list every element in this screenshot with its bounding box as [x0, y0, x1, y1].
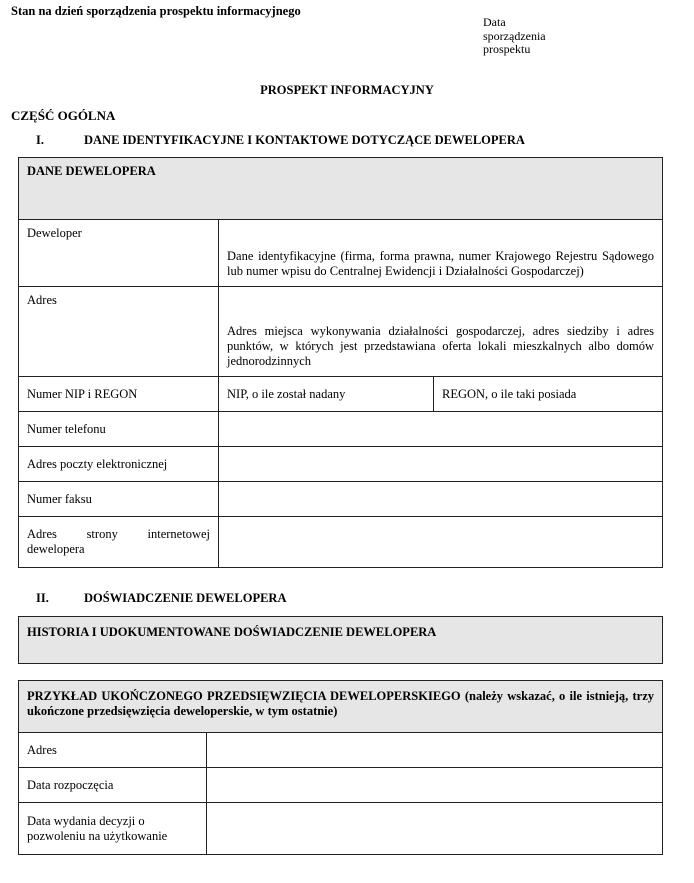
- developer-data-table: [18, 157, 663, 568]
- date-label-line: prospektu: [483, 42, 531, 56]
- address-field[interactable]: [219, 287, 663, 377]
- regon-hint: REGON, o ile taki posiada: [442, 386, 577, 401]
- website-label: Adres strony internetowej dewelopera: [19, 517, 219, 568]
- developer-data-header: DANE DEWELOPERA: [19, 158, 663, 220]
- status-line: Stan na dzień sporządzenia prospektu informacyjnego: [11, 4, 301, 18]
- date-label-line: sporządzenia: [483, 28, 546, 43]
- section-2-number: II.: [36, 591, 49, 605]
- example-project-header-note: (należy wskazać, o ile istnieją, trzy ukończone przedsięwzięcia deweloperskie, w tym ostatnie): [27, 689, 655, 718]
- part-title: CZĘŚĆ OGÓLNA: [11, 108, 116, 123]
- project-permit-date-field[interactable]: [207, 803, 663, 855]
- fax-field[interactable]: [219, 482, 663, 517]
- project-address-field[interactable]: [207, 733, 663, 768]
- address-hint: Adres miejsca wykonywania działalności gospodarczej, adres siedziby i adres punktów, w których jest przedstawiana oferta lokali mieszkalnych albo domów jednorodzinnych: [227, 324, 655, 368]
- date-label-line: Data: [483, 15, 506, 29]
- developer-field[interactable]: [219, 220, 663, 287]
- history-header: HISTORIA I UDOKUMENTOWANE DOŚWIADCZENIE DEWELOPERA: [19, 617, 663, 664]
- nip-regon-label: Numer NIP i REGON: [19, 377, 219, 412]
- nip-hint: NIP, o ile został nadany: [227, 386, 346, 401]
- section-1-title: DANE IDENTYFIKACYJNE I KONTAKTOWE DOTYCZĄCE DEWELOPERA: [84, 133, 525, 147]
- phone-field[interactable]: [219, 412, 663, 447]
- section-1-number: I.: [36, 133, 44, 147]
- section-2-title: DOŚWIADCZENIE DEWELOPERA: [84, 591, 287, 605]
- project-start-date-label: Data rozpoczęcia: [19, 768, 207, 803]
- example-project-header: [19, 681, 663, 733]
- developer-hint: Dane identyfikacyjne (firma, forma prawna, numer Krajowego Rejestru Sądowego lub numer wpisu do Centralnej Ewidencji i Działalności Gospodarczej): [227, 249, 655, 278]
- project-permit-date-label: Data wydania decyzji o pozwoleniu na użytkowanie: [19, 803, 207, 855]
- example-project-table: [18, 680, 663, 855]
- date-label: [483, 16, 546, 57]
- phone-label: Numer telefonu: [19, 412, 219, 447]
- fax-label: Numer faksu: [19, 482, 219, 517]
- project-start-date-field[interactable]: [207, 768, 663, 803]
- address-label: Adres: [19, 287, 219, 377]
- email-label: Adres poczty elektronicznej: [19, 447, 219, 482]
- example-project-header-title: PRZYKŁAD UKOŃCZONEGO PRZEDSIĘWZIĘCIA DEWELOPERSKIEGO: [27, 689, 461, 703]
- document-title: PROSPEKT INFORMACYJNY: [260, 83, 434, 97]
- regon-field[interactable]: [434, 377, 663, 412]
- developer-label: Deweloper: [19, 220, 219, 287]
- website-field[interactable]: [219, 517, 663, 568]
- project-address-label: Adres: [19, 733, 207, 768]
- email-field[interactable]: [219, 447, 663, 482]
- nip-field[interactable]: [219, 377, 434, 412]
- history-table: [18, 616, 663, 664]
